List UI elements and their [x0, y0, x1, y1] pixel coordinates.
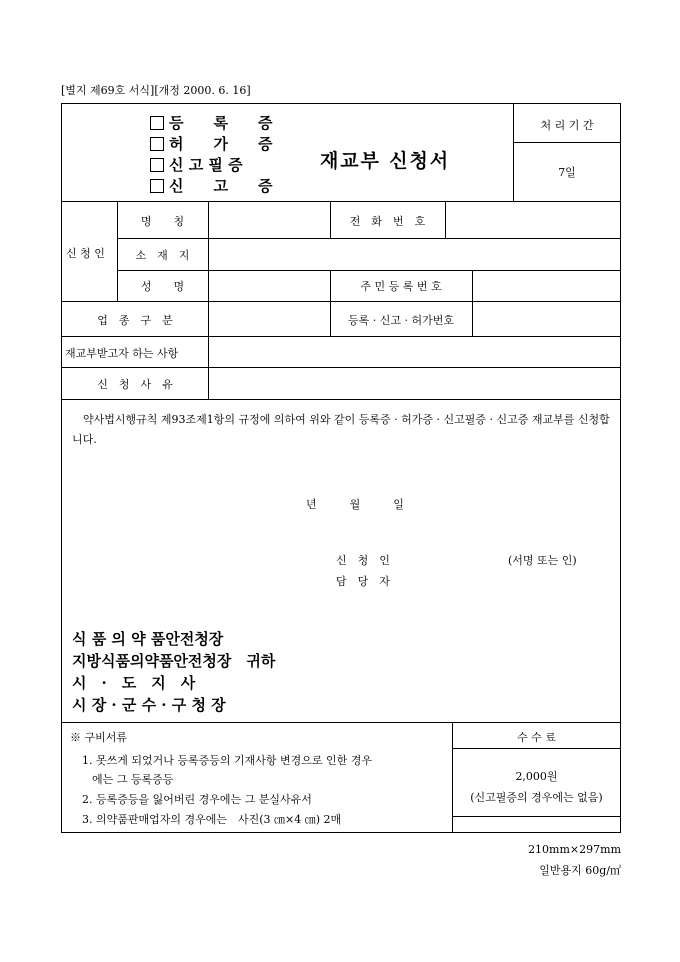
- addressee-4: 시 장 · 군 수 · 구 청 장: [72, 696, 226, 714]
- addressee-1: 식 품 의 약 품안전청장: [72, 630, 224, 648]
- checkbox-square[interactable]: [150, 158, 164, 172]
- paper-size: 210mm×297mm: [528, 843, 621, 856]
- processing-label: 처 리 기 간: [540, 119, 594, 132]
- name-label: 명 칭: [140, 215, 185, 228]
- business-type-label: 업 종 구 분: [97, 314, 173, 327]
- document-item-2: 2. 등록증등을 잃어버린 경우에는 그 분실사유서: [82, 793, 312, 806]
- reason-label: 신 청 사 유: [97, 378, 173, 391]
- fee-label: 수 수 료: [517, 731, 556, 744]
- person-name-label: 성 명: [140, 280, 185, 293]
- document-item-3: 3. 의약품판매업자의 경우에는 사진(3 ㎝×4 ㎝) 2매: [82, 813, 342, 826]
- applicant-group-label: 신 청 인: [66, 247, 105, 260]
- addressee-2: 지방식품의약품안전청장 귀하: [72, 652, 276, 670]
- checkbox-square[interactable]: [150, 179, 164, 193]
- fee-amount: 2,000원: [515, 770, 558, 783]
- reissue-item-label: 재교부받고자 하는 사항: [65, 347, 179, 360]
- checkbox-registration[interactable]: 등 록 증: [150, 112, 272, 133]
- phone-label: 전 화 번 호: [349, 215, 426, 228]
- documents-header: ※ 구비서류: [70, 731, 128, 744]
- checkbox-report-certificate[interactable]: 신 고 필 증: [150, 154, 243, 175]
- form-title: 재교부 신청서: [320, 150, 451, 172]
- form-header: [별지 제69호 서식][개정 2000. 6. 16]: [61, 84, 251, 97]
- paper-type: 일반용지 60g/㎡: [539, 864, 621, 877]
- applicant-signature-label: 신 청 인: [336, 554, 390, 567]
- declaration-text: 약사법시행규칙 제93조제1항의 규정에 의하여 위와 같이 등록증 · 허가증 · 신고필증 · 신고증 재교부를 신청합니다.: [72, 413, 610, 446]
- processing-value: 7일: [558, 166, 576, 179]
- checkbox-permit[interactable]: 허 가 증: [150, 133, 272, 154]
- license-number-label: 등록 · 신고 · 허가번호: [348, 314, 454, 327]
- checkbox-report[interactable]: 신 고 증: [150, 175, 272, 196]
- checkbox-square[interactable]: [150, 116, 164, 130]
- rrn-label: 주 민 등 록 번 호: [360, 280, 442, 293]
- fee-note: (신고필증의 경우에는 없음): [470, 791, 603, 804]
- application-form: [61, 103, 621, 833]
- manager-signature-label: 담 당 자: [336, 575, 390, 588]
- date-line: 년 월 일: [306, 498, 404, 511]
- document-item-1: 1. 못쓰게 되었거나 등록증등의 기재사항 변경으로 인한 경우: [82, 754, 372, 767]
- signature-note: (서명 또는 인): [508, 554, 577, 567]
- document-item-1-cont: 에는 그 등록증등: [92, 773, 174, 786]
- address-label: 소 재 지: [135, 249, 190, 262]
- checkbox-square[interactable]: [150, 137, 164, 151]
- addressee-3: 시 · 도 지 사: [72, 674, 196, 692]
